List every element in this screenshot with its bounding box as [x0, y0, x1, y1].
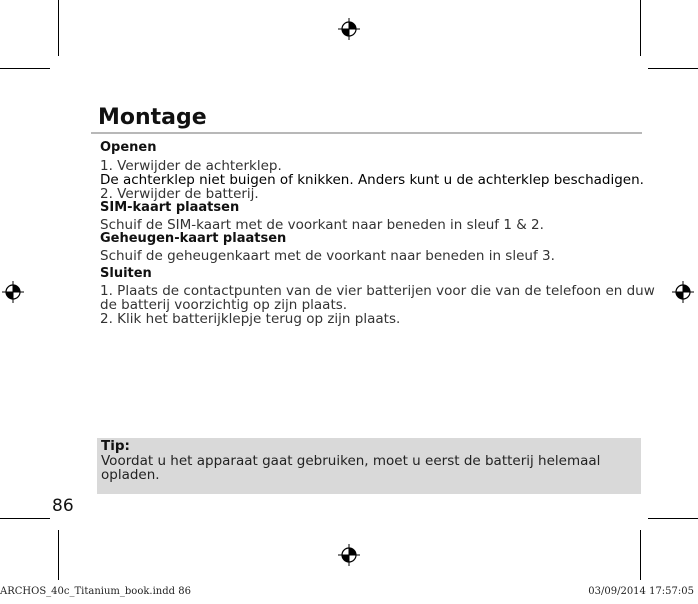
crop-mark-top-right-h — [648, 68, 698, 69]
crop-mark-top-left — [58, 0, 59, 56]
section-heading-geheugen: Geheugen-kaart plaatsen — [100, 231, 287, 246]
slug-filename: ARCHOS_40c_Titanium_book.indd 86 — [0, 586, 191, 597]
page-number: 86 — [52, 496, 74, 516]
section-heading-sluiten: Sluiten — [100, 266, 152, 281]
title-underline — [91, 132, 642, 134]
sim-instruction: Schuif de SIM-kaart met de voorkant naar beneden in sleuf 1 & 2. — [100, 217, 544, 233]
registration-mark-right-icon — [672, 281, 694, 303]
page-title: Montage — [98, 105, 207, 130]
registration-mark-top-icon — [338, 18, 360, 40]
sluiten-step-1: 1. Plaats de contactpunten van de vier batterijen voor die van de telefoon en duw de batterij voorzichtig op zijn plaats. — [100, 283, 655, 313]
section-heading-sim: SIM-kaart plaatsen — [100, 200, 240, 215]
tip-label: Tip: — [101, 438, 130, 454]
body-content — [100, 141, 660, 326]
slug-datetime: 03/09/2014 17:57:05 — [588, 586, 694, 597]
openen-warning: De achterklep niet buigen of knikken. Anders kunt u de achterklep beschadigen. — [100, 172, 644, 188]
tip-text: Voordat u het apparaat gaat gebruiken, moet u eerst de batterij helemaal opladen. — [101, 453, 601, 483]
crop-mark-bottom-right-h — [648, 518, 698, 519]
registration-mark-left-icon — [2, 281, 24, 303]
crop-mark-top-right — [640, 0, 641, 56]
crop-mark-top-left-h — [0, 68, 50, 69]
openen-step-2: 2. Verwijder de batterij. — [100, 186, 259, 202]
registration-mark-bottom-icon — [338, 544, 360, 566]
tip-box — [97, 438, 641, 494]
geheugen-instruction: Schuif de geheugenkaart met de voorkant naar beneden in sleuf 3. — [100, 248, 555, 264]
section-heading-openen: Openen — [100, 140, 157, 155]
openen-step-1: 1. Verwijder de achterklep. — [100, 158, 282, 174]
crop-mark-bottom-left — [58, 530, 59, 580]
sluiten-step-2: 2. Klik het batterijklepje terug op zijn plaats. — [100, 311, 401, 327]
crop-mark-bottom-left-h — [0, 518, 50, 519]
crop-mark-bottom-right — [640, 530, 641, 580]
